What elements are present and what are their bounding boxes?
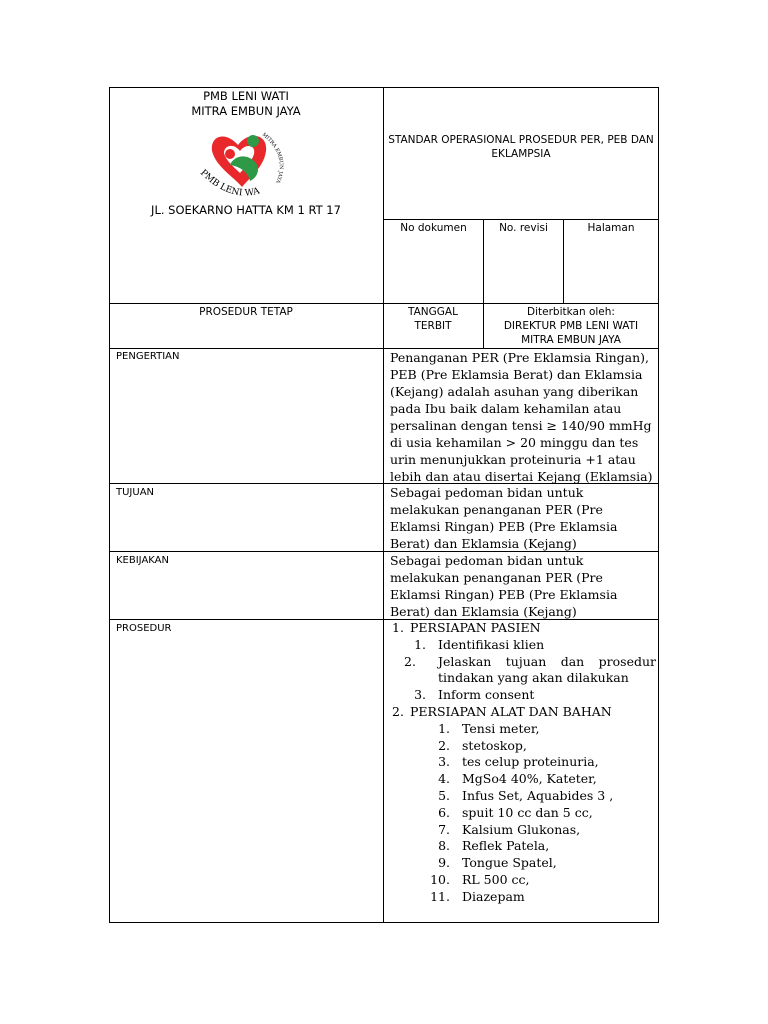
step-title: PERSIAPAN PASIEN [410,620,541,635]
sop-title: STANDAR OPERASIONAL PROSEDUR PER, PEB DAN EKLAMPSIA [388,134,654,160]
list-item: 11. Diazepam [430,888,525,904]
prosedur-tetap-label: PROSEDUR TETAP [199,306,293,318]
list-item: 10. RL 500 cc, [430,871,530,887]
list-item: 3. tes celup proteinuria, [438,754,599,770]
tanggal-terbit-label: TANGGAL TERBIT [408,306,458,332]
halaman-label: Halaman [587,222,635,234]
list-item: 2. Jelaskan tujuan dan prosedur tindakan yang akan dilakukan [404,653,656,686]
logo-text-bottom: PMB LENI WA [197,168,261,199]
prosedur-steps [386,620,656,906]
row-divider [109,303,659,304]
tujuan-text: Sebagai pedoman bidan untuk melakukan penanganan PER (Pre Eklamsi Ringan) PEB (Pre Eklamsia Berat) dan Eklamsia (Kejang) [390,485,618,551]
step-number: 1. [392,620,404,635]
list-item: 1. Identifikasi klien [414,636,545,652]
list-item: 5. Infus Set, Aquabides 3 , [438,787,614,803]
clinic-address: JL. SOEKARNO HATTA KM 1 RT 17 [151,203,341,217]
clinic-subtitle: MITRA EMBUN JAYA [191,104,301,118]
kebijakan-label: KEBIJAKAN [116,555,170,566]
tujuan-label: TUJUAN [116,487,155,498]
list-item: 7. Kalsium Glukonas, [438,821,581,837]
row-divider [383,219,659,220]
list-item: 2. stetoskop, [438,737,527,753]
child-head-icon [225,149,235,159]
pengertian-label: PENGERTIAN [116,351,180,362]
issued-by-label: Diterbitkan oleh: [527,306,615,318]
prosedur-label: PROSEDUR [116,623,172,634]
clinic-logo [190,121,310,203]
step-item [386,620,656,704]
issued-by-name: DIREKTUR PMB LENI WATI MITRA EMBUN JAYA [503,320,639,346]
list-item: 8. Reflek Patela, [438,838,550,854]
list-item: 6. spuit 10 cc dan 5 cc, [438,804,593,820]
person-head-icon [247,135,259,147]
column-divider [383,87,384,923]
step-item [386,704,656,906]
list-item: 3. Inform consent [414,687,535,703]
column-divider [483,219,484,348]
issued-by [488,305,654,347]
list-item: 1. Tensi meter, [438,720,540,736]
pengertian-text: Penanganan PER (Pre Eklamsia Ringan), PEB (Pre Eklamsia Berat) dan Eklamsia (Kejang) adalah asuhan yang diberikan pada Ibu baik dalam kehamilan atau persalinan dengan tensi ≥ 140/90 mmHg di usia kehamilan > 20 minggu dan tes urin menunjukkan proteinuria +1 atau lebih dan atau disertai Kejang (Eklamsia) [390,350,653,484]
kebijakan-text: Sebagai pedoman bidan untuk melakukan penanganan PER (Pre Eklamsi Ringan) PEB (Pre Eklamsia Berat) dan Eklamsia (Kejang) [390,553,618,619]
list-item: 9. Tongue Spatel, [438,855,557,871]
logo-graphic [190,121,310,203]
list-item: 4. MgSo4 40%, Kateter, [438,771,597,787]
clinic-header [110,89,382,119]
clinic-name: PMB LENI WATI [203,89,289,103]
no-dokumen-label: No dokumen [400,222,467,234]
step-title: PERSIAPAN ALAT DAN BAHAN [410,703,612,719]
logo-text-right: MITRA EMBUN JAYA [260,131,284,184]
step-number: 2. [392,703,404,719]
no-revisi-label: No. revisi [499,222,548,234]
